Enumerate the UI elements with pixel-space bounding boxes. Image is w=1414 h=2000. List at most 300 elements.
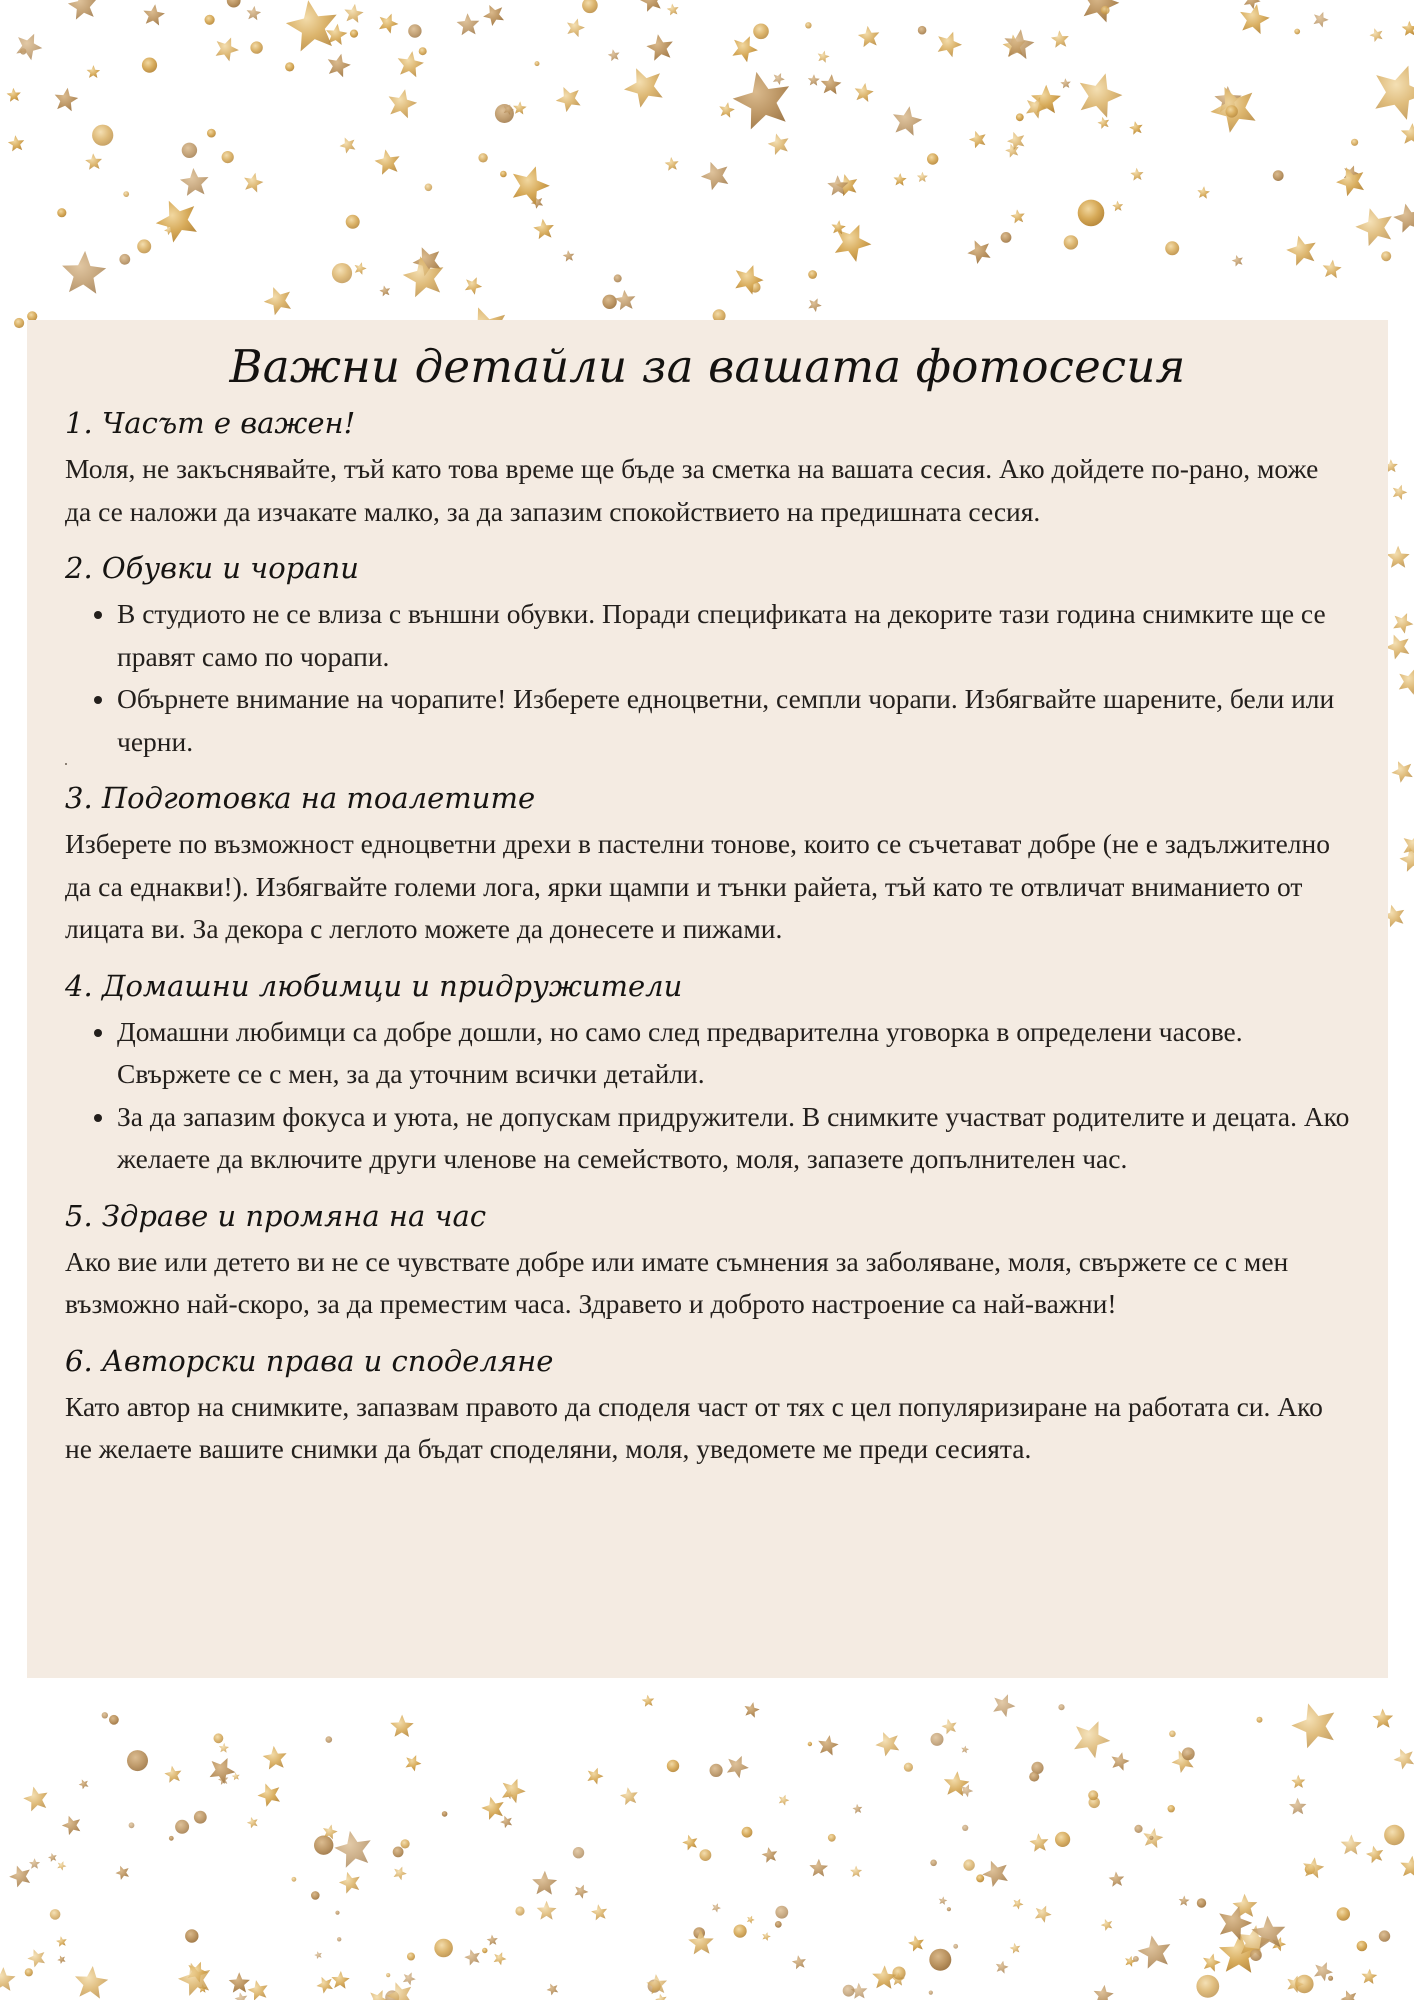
confetti-dot: [808, 1742, 812, 1746]
section-3: [65, 773, 1350, 951]
confetti-dot: [311, 1891, 320, 1900]
star-icon: [27, 1949, 45, 1967]
section-heading: 2. Обувки и чорапи: [65, 551, 359, 585]
confetti-dot: [808, 270, 817, 279]
section-heading: 3. Подготовка на тоалетите: [65, 781, 536, 815]
star-icon: [620, 1787, 638, 1805]
confetti-dot: [393, 1847, 404, 1858]
star-icon: [1010, 1943, 1021, 1954]
star-icon: [624, 68, 663, 107]
confetti-dot: [828, 1834, 836, 1842]
confetti-dot: [535, 61, 540, 66]
confetti-dot: [1029, 1772, 1039, 1782]
star-icon: [339, 1872, 360, 1894]
star-icon: [996, 1961, 1009, 1974]
page-title: Важни детайли за вашата фотосесия: [229, 340, 1186, 393]
star-icon: [982, 1861, 1008, 1887]
star-icon: [762, 1932, 771, 1941]
confetti-dot: [742, 1827, 753, 1838]
section-4: [65, 961, 1350, 1181]
star-icon: [355, 262, 367, 275]
confetti-dot: [57, 208, 66, 217]
confetti-dot: [408, 24, 421, 37]
confetti-dot: [478, 153, 487, 162]
star-icon: [379, 286, 390, 297]
confetti-dot: [169, 1836, 174, 1841]
section-6: [65, 1336, 1350, 1471]
star-icon: [1011, 209, 1025, 223]
confetti-dot: [775, 1906, 788, 1919]
confetti-dot: [614, 274, 622, 282]
star-icon: [591, 1904, 607, 1920]
confetti-dot: [482, 1948, 487, 1953]
confetti-dot: [515, 1906, 524, 1915]
confetti-dot: [1226, 105, 1238, 117]
star-icon: [1291, 1703, 1334, 1748]
star-icon: [667, 4, 679, 16]
star-icon: [1400, 1856, 1414, 1878]
star-icon: [893, 106, 922, 136]
star-icon: [575, 1885, 589, 1899]
star-icon: [8, 135, 24, 151]
star-icon: [481, 1797, 503, 1820]
confetti-dot: [1169, 1731, 1176, 1738]
confetti-dot: [734, 1925, 747, 1938]
confetti-dot: [332, 263, 352, 283]
star-icon: [533, 219, 554, 239]
star-icon: [403, 256, 444, 297]
star-icon: [719, 102, 735, 118]
confetti-dot: [1182, 1747, 1195, 1760]
star-icon: [1179, 1896, 1190, 1907]
star-icon: [1387, 546, 1410, 568]
star-icon: [79, 1779, 89, 1789]
star-icon: [1098, 117, 1110, 129]
confetti-dot: [500, 171, 507, 178]
star-icon: [247, 1817, 258, 1828]
star-icon: [1370, 28, 1383, 42]
star-icon: [483, 5, 504, 26]
star-icon: [1393, 204, 1414, 233]
star-icon: [917, 172, 928, 182]
star-icon: [872, 1965, 896, 1989]
star-icon: [1013, 1899, 1024, 1910]
star-icon: [55, 88, 78, 112]
confetti-dot: [947, 1907, 951, 1911]
star-icon: [1094, 1985, 1114, 2000]
confetti-dot: [194, 1811, 207, 1824]
star-icon: [1060, 78, 1070, 88]
star-icon: [773, 73, 785, 85]
star-icon: [1401, 123, 1414, 144]
star-icon: [942, 1719, 957, 1735]
star-icon: [1080, 73, 1123, 117]
section-paragraph: Изберете по възможност едноцветни дрехи в пастелни тонове, които се съчетават добре (не е задължително да са еднакви!). Избягвайте големи лога, ярки щампи и тънки райета, тъй като те отвличат вниманието от лицата ви. За декора с леглото можете да донесете и пижами.: [65, 828, 1330, 944]
star-icon: [116, 1866, 130, 1880]
section-paragraph: Като автор на снимките, запазвам правото да споделя част от тях с цел популяризиране на работата си. Ако не желаете вашите снимки да бъдат споделяни, моля, уведомете ме преди сесията.: [65, 1390, 1323, 1464]
confetti-dot: [1001, 232, 1012, 243]
star-icon: [855, 83, 874, 102]
star-icon: [75, 1966, 108, 1999]
star-icon: [808, 298, 821, 312]
star-icon: [232, 1773, 240, 1781]
star-icon: [1385, 635, 1409, 660]
confetti-dot: [109, 1715, 119, 1725]
confetti-dot: [137, 239, 151, 253]
section-heading: 6. Авторски права и споделяне: [65, 1343, 554, 1378]
confetti-dot: [1134, 1825, 1142, 1833]
star-icon: [1402, 21, 1414, 36]
star-icon: [1314, 12, 1329, 28]
confetti-dot: [102, 1712, 108, 1718]
star-icon: [219, 1743, 229, 1753]
confetti-dot: [250, 41, 262, 53]
confetti-dot: [1273, 170, 1284, 181]
star-icon: [216, 38, 239, 62]
star-icon: [29, 1858, 40, 1869]
confetti-dot: [1337, 1907, 1350, 1920]
star-icon: [7, 88, 21, 102]
star-icon: [344, 4, 363, 23]
star-icon: [9, 1866, 30, 1888]
star-icon: [394, 1867, 407, 1881]
star-icon: [403, 1972, 416, 1985]
star-icon: [340, 138, 356, 154]
star-icon: [1051, 30, 1069, 47]
star-icon: [390, 1715, 413, 1737]
star-icon: [1399, 669, 1414, 695]
star-icon: [1030, 1833, 1049, 1852]
confetti-dot: [123, 191, 129, 197]
star-icon: [229, 1972, 250, 1992]
star-icon: [210, 1758, 236, 1784]
star-icon: [1240, 4, 1270, 34]
list-item: • Обърнете внимание на чорапите! Изберете едноцветни, семпли чорапи. Избягвайте шарените, бели или черни.: [117, 678, 1350, 763]
confetti-dot: [425, 184, 433, 192]
star-icon: [48, 1853, 57, 1862]
confetti-dot: [1295, 1975, 1313, 1993]
star-icon: [818, 1735, 838, 1755]
star-icon: [85, 153, 102, 169]
confetti-dot: [931, 1733, 944, 1746]
confetti-dot: [1357, 1941, 1368, 1952]
confetti-dot: [337, 1937, 341, 1941]
list-item: • Домашни любимци са добре дошли, но само след предварителна уговорка в определени часове. Свържете се с мен, за да уточним всички детайли.: [117, 1011, 1350, 1096]
star-icon: [969, 131, 986, 148]
confetti-dot: [314, 1836, 333, 1855]
star-icon: [164, 1766, 181, 1783]
star-icon: [334, 1831, 370, 1868]
star-icon: [1291, 1775, 1305, 1788]
star-icon: [457, 13, 480, 35]
section-heading: 1. Часът е важен!: [65, 406, 356, 440]
star-icon: [264, 287, 291, 315]
star-icon: [1232, 255, 1243, 267]
confetti-dot: [50, 1909, 61, 1920]
confetti-dot: [434, 1939, 453, 1958]
star-icon: [1323, 260, 1342, 279]
confetti-dot: [1196, 1975, 1219, 1998]
confetti-dot: [1016, 113, 1024, 121]
star-icon: [655, 1994, 666, 2000]
confetti-dot: [918, 26, 927, 35]
star-icon: [938, 32, 962, 57]
star-icon: [682, 1835, 697, 1851]
star-icon: [537, 1901, 557, 1920]
star-icon: [398, 51, 424, 77]
star-icon: [908, 1935, 924, 1951]
confetti-dot: [1149, 1836, 1153, 1840]
confetti-dot: [1197, 1898, 1206, 1907]
star-icon: [1362, 1969, 1378, 1984]
star-icon: [286, 0, 337, 51]
confetti-dot: [1101, 6, 1110, 15]
star-icon: [500, 1816, 512, 1828]
star-icon: [1074, 1721, 1110, 1758]
star-icon: [314, 1951, 322, 1959]
star-icon: [502, 1779, 526, 1804]
confetti-dot: [127, 1750, 148, 1771]
confetti-dot: [182, 143, 197, 158]
confetti-dot: [1133, 1956, 1139, 1962]
list-item: • В студиото не се влиза с външни обувки. Поради спецификата на декорите тази година снимките ще се правят само по чорапи.: [117, 593, 1350, 678]
star-icon: [792, 1955, 806, 1969]
confetti-dot: [963, 1859, 974, 1870]
confetti-dot: [207, 129, 216, 138]
star-icon: [768, 134, 789, 156]
section-paragraph: Моля, не закъснявайте, тъй като това време ще бъде за сметка на вашата сесия. Ако дойдете по-рано, може да се наложи да изчакате малко, за да запазим спокойствието на предишната сесия.: [65, 453, 1319, 527]
star-icon: [513, 101, 527, 114]
star-icon: [57, 1956, 65, 1964]
star-icon: [563, 250, 575, 261]
confetti-dot: [929, 1991, 933, 1995]
star-icon: [875, 1732, 899, 1756]
star-icon: [745, 1702, 760, 1718]
star-icon: [1112, 201, 1123, 212]
star-icon: [1130, 168, 1143, 181]
star-icon: [23, 1787, 47, 1812]
confetti-dot: [326, 1736, 333, 1743]
star-icon: [57, 1861, 66, 1870]
confetti-dot: [843, 1985, 855, 1997]
confetti-dot: [1064, 235, 1078, 249]
star-icon: [747, 1916, 755, 1924]
star-icon: [244, 173, 263, 193]
star-icon: [858, 26, 879, 47]
star-icon: [258, 1784, 281, 1807]
star-icon: [532, 1871, 557, 1895]
star-icon: [1244, 0, 1261, 9]
confetti-dot: [285, 62, 294, 71]
star-icon: [961, 1746, 969, 1754]
star-icon: [1007, 132, 1024, 150]
confetti-dot: [1055, 1832, 1070, 1847]
star-icon: [701, 162, 728, 190]
star-icon: [235, 1992, 248, 2000]
confetti-dot: [185, 1929, 198, 1942]
star-icon: [821, 74, 842, 94]
bullet-list: [65, 1011, 1350, 1181]
star-icon: [712, 1903, 721, 1912]
star-icon: [180, 168, 209, 196]
star-icon: [1112, 1752, 1130, 1771]
star-icon: [967, 240, 990, 264]
star-icon: [567, 19, 585, 38]
star-icon: [1341, 1835, 1362, 1855]
star-icon: [464, 1949, 480, 1965]
star-icon: [1035, 1906, 1052, 1923]
confetti-dot: [1088, 1790, 1098, 1800]
star-icon: [328, 54, 351, 78]
star-icon: [143, 4, 165, 25]
confetti-dot: [953, 1944, 958, 1949]
star-icon: [939, 1896, 948, 1905]
star-icon: [1373, 1709, 1394, 1729]
confetti-dot: [222, 151, 234, 163]
confetti-dot: [129, 1822, 135, 1828]
star-icon: [62, 1816, 81, 1835]
star-icon: [156, 201, 197, 243]
star-icon: [1289, 1798, 1306, 1815]
confetti-dot: [904, 1763, 913, 1772]
confetti-dot: [175, 1820, 189, 1834]
confetti-dot: [602, 295, 616, 309]
star-icon: [615, 290, 636, 310]
confetti-dot: [1058, 1704, 1064, 1710]
star-icon: [809, 1859, 828, 1877]
confetti-dot: [1351, 139, 1358, 146]
confetti-dot: [1078, 200, 1105, 227]
confetti-dot: [92, 125, 113, 146]
star-icon: [1366, 1846, 1383, 1864]
section-paragraph: Ако вие или детето ви не се чувствате добре или имате съмнения за заболяване, моля, свържете се с мен възможно най-скоро, за да преместим часа. Здравето и доброто настроение са най-важни!: [65, 1245, 1289, 1319]
confetti-dot: [14, 318, 24, 328]
star-icon: [808, 74, 820, 86]
confetti-dot: [582, 0, 598, 13]
section-heading: 5. Здраве и промяна на час: [65, 1198, 487, 1233]
confetti-dot: [25, 1968, 33, 1976]
confetti-dot: [419, 47, 427, 55]
confetti-dot: [205, 15, 215, 25]
confetti-dot: [805, 22, 811, 28]
star-icon: [389, 89, 418, 118]
confetti-dot: [142, 58, 157, 73]
star-icon: [248, 1980, 268, 2000]
star-icon: [406, 1755, 422, 1771]
section-2: [65, 543, 1350, 763]
section-5: [65, 1191, 1350, 1326]
confetti-dot: [573, 1847, 584, 1858]
list-item: • За да запазим фокуса и уюта, не допускам придружители. В снимките участват родителите и децата. Ако желаете да включите други членове на семейството, моля, запазете допълнителен час.: [117, 1096, 1350, 1181]
confetti-dot: [1168, 1805, 1175, 1812]
confetti-dot: [292, 1877, 297, 1882]
confetti-dot: [892, 1967, 905, 1980]
confetti-dot: [442, 1811, 448, 1817]
star-icon: [263, 1746, 287, 1770]
confetti-dot: [775, 1921, 782, 1928]
star-icon: [317, 1977, 334, 1994]
star-icon: [178, 1963, 210, 1996]
star-icon: [379, 14, 398, 34]
star-icon: [1393, 613, 1413, 634]
confetti-dot: [1384, 1825, 1404, 1845]
confetti-dot: [335, 1911, 339, 1915]
star-icon: [665, 157, 679, 171]
confetti-dot: [1257, 1717, 1263, 1723]
star-icon: [494, 1952, 507, 1965]
confetti-dot: [976, 1874, 984, 1882]
star-icon: [1109, 1872, 1125, 1887]
star-icon: [375, 149, 400, 174]
star-icon: [1129, 121, 1142, 135]
confetti-dot: [700, 1849, 712, 1861]
section-heading: 4. Домашни любимци и придружители: [65, 968, 683, 1003]
confetti-dot: [1294, 29, 1300, 35]
star-icon: [487, 1935, 498, 1946]
star-icon: [642, 1695, 654, 1707]
star-icon: [688, 1930, 714, 1955]
confetti-dot: [1381, 251, 1391, 261]
confetti-dot: [214, 1733, 224, 1743]
confetti-dot: [753, 24, 769, 40]
star-icon: [1393, 485, 1408, 500]
star-icon: [818, 51, 830, 63]
star-icon: [331, 1971, 349, 1989]
confetti-dot: [930, 1860, 937, 1867]
star-icon: [1197, 186, 1210, 198]
confetti-dot: [350, 29, 358, 37]
star-icon: [894, 173, 907, 186]
star-icon: [779, 1795, 790, 1806]
confetti-dot: [1379, 1930, 1390, 1941]
section-1: [65, 398, 1350, 533]
confetti-dot: [1165, 241, 1179, 255]
info-panel: [27, 320, 1388, 1678]
star-icon: [1375, 66, 1414, 120]
confetti-dot: [227, 0, 241, 8]
star-icon: [732, 36, 758, 62]
star-icon: [1203, 1954, 1221, 1972]
star-icon: [68, 0, 97, 20]
confetti-dot: [929, 1949, 951, 1971]
star-icon: [87, 65, 101, 78]
star-icon: [547, 1984, 559, 1996]
star-icon: [16, 34, 42, 60]
star-icon: [762, 1847, 778, 1863]
star-icon: [56, 1936, 67, 1947]
star-icon: [993, 1694, 1015, 1717]
star-icon: [556, 87, 581, 112]
star-icon: [640, 0, 662, 12]
star-icon: [1341, 1990, 1357, 2000]
confetti-dot: [927, 153, 938, 164]
bullet-list: [65, 593, 1350, 763]
star-icon: [727, 1756, 749, 1778]
confetti-dot: [1250, 1949, 1262, 1961]
star-icon: [513, 166, 550, 205]
star-icon: [850, 1866, 862, 1878]
confetti-dot: [407, 1953, 415, 1961]
confetti-dot: [667, 1760, 679, 1772]
confetti-dot: [119, 254, 130, 265]
confetti-dot: [401, 1839, 410, 1848]
star-icon: [587, 1768, 603, 1785]
confetti-dot: [346, 215, 360, 229]
star-icon: [247, 6, 262, 20]
star-icon: [1394, 1749, 1414, 1770]
confetti-dot: [1328, 1976, 1333, 1981]
star-icon: [1336, 167, 1364, 196]
